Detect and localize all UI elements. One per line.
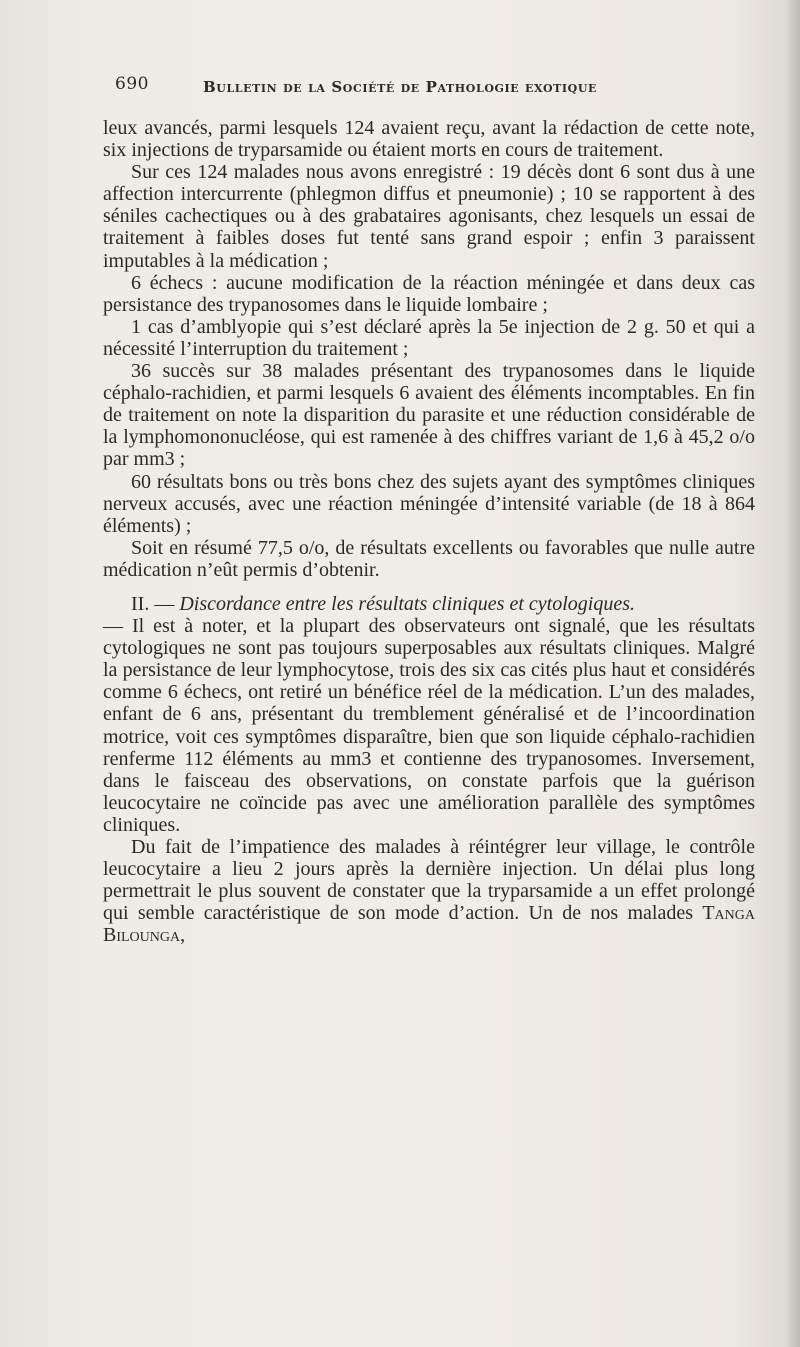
page-edge-shadow (786, 0, 800, 1347)
paragraph-continuation: leux avancés, parmi lesquels 124 avaient reçu, avant la rédaction de cette note, six injections de tryparsamide ou étaient morts en cours de traitement. (103, 117, 755, 162)
paragraph-summary: Soit en résumé 77,5 o/o, de résultats excellents ou favorables que nulle autre médication n’eût permis d’obtenir. (103, 536, 755, 581)
paragraph-deaths: Sur ces 124 malades nous avons enregistré : 19 décès dont 6 sont dus à une affection intercurrente (phlegmon diffus et pneumonie) ; 10 se rapportent à des séniles cachectiques ou à des grabataires agonisants, chez lesquels un essai de traitement à faibles doses fut tenté sans grand espoir ; enfin 3 paraissent imputables à la médication ; (103, 161, 755, 272)
page-number: 690 (115, 74, 149, 94)
page-header (115, 74, 670, 104)
section-text: — Il est à noter, et la plupart des observateurs ont signalé, que les résultats cytologiques ne sont pas toujours superposables aux résultats cliniques. Malgré la persistance de leur lymphocytose, trois des six cas cités plus haut et considérés comme 6 échecs, ont retiré un bénéfice réel de la médication. L’un des malades, enfant de 6 ans, présentant du tremblement généralisé et de l’incoordination motrice, voit ces symptômes disparaître, bien que son liquide céphalo-rachidien renferme 112 éléments au mm3 et contienne des trypanosomes. Inversement, dans le faisceau des observations, on constate parfois que la guérison leucocytaire ne coïncide pas avec une amélioration parallèle des symptômes cliniques. (103, 615, 755, 836)
running-title: Bulletin de la Société de Pathologie exotique (203, 78, 598, 96)
paragraph-impatience (103, 836, 755, 946)
section-number: II. — (131, 592, 175, 615)
section-discordance (103, 593, 755, 836)
patient-name: Tanga Bilounga, (103, 902, 755, 947)
section-title: Discordance entre les résultats cliniques et cytologiques. (179, 592, 635, 615)
paragraph-good-results: 60 résultats bons ou très bons chez des sujets ayant des symptômes cliniques nerveux accusés, avec une réaction méningée d’intensité variable (de 18 à 864 éléments) ; (103, 470, 755, 537)
paragraph-successes: 36 succès sur 38 malades présentant des trypanosomes dans le liquide céphalo-rachidien, et parmi lesquels 6 avaient des éléments incomptables. En fin de traitement on note la disparition du parasite et une réduction considérable de la lymphomononucléose, qui est ramenée à des chiffres variant de 1,6 à 45,2 o/o par mm3 ; (103, 360, 755, 471)
body-text (103, 117, 755, 946)
paragraph-failures: 6 échecs : aucune modification de la réaction méningée et dans deux cas persistance des trypanosomes dans le liquide lombaire ; (103, 271, 755, 316)
paragraph-impatience-text: Du fait de l’impatience des malades à réintégrer leur village, le contrôle leucocytaire a lieu 2 jours après la dernière injection. Un délai plus long permettrait le plus souvent de constater que la tryparsamide a un effet prolongé qui semble caractéristique de son mode d’action. Un de nos malades (103, 836, 755, 925)
paragraph-amblyopia: 1 cas d’amblyopie qui s’est déclaré après la 5e injection de 2 g. 50 et qui a nécessité l’interruption du traitement ; (103, 315, 755, 360)
